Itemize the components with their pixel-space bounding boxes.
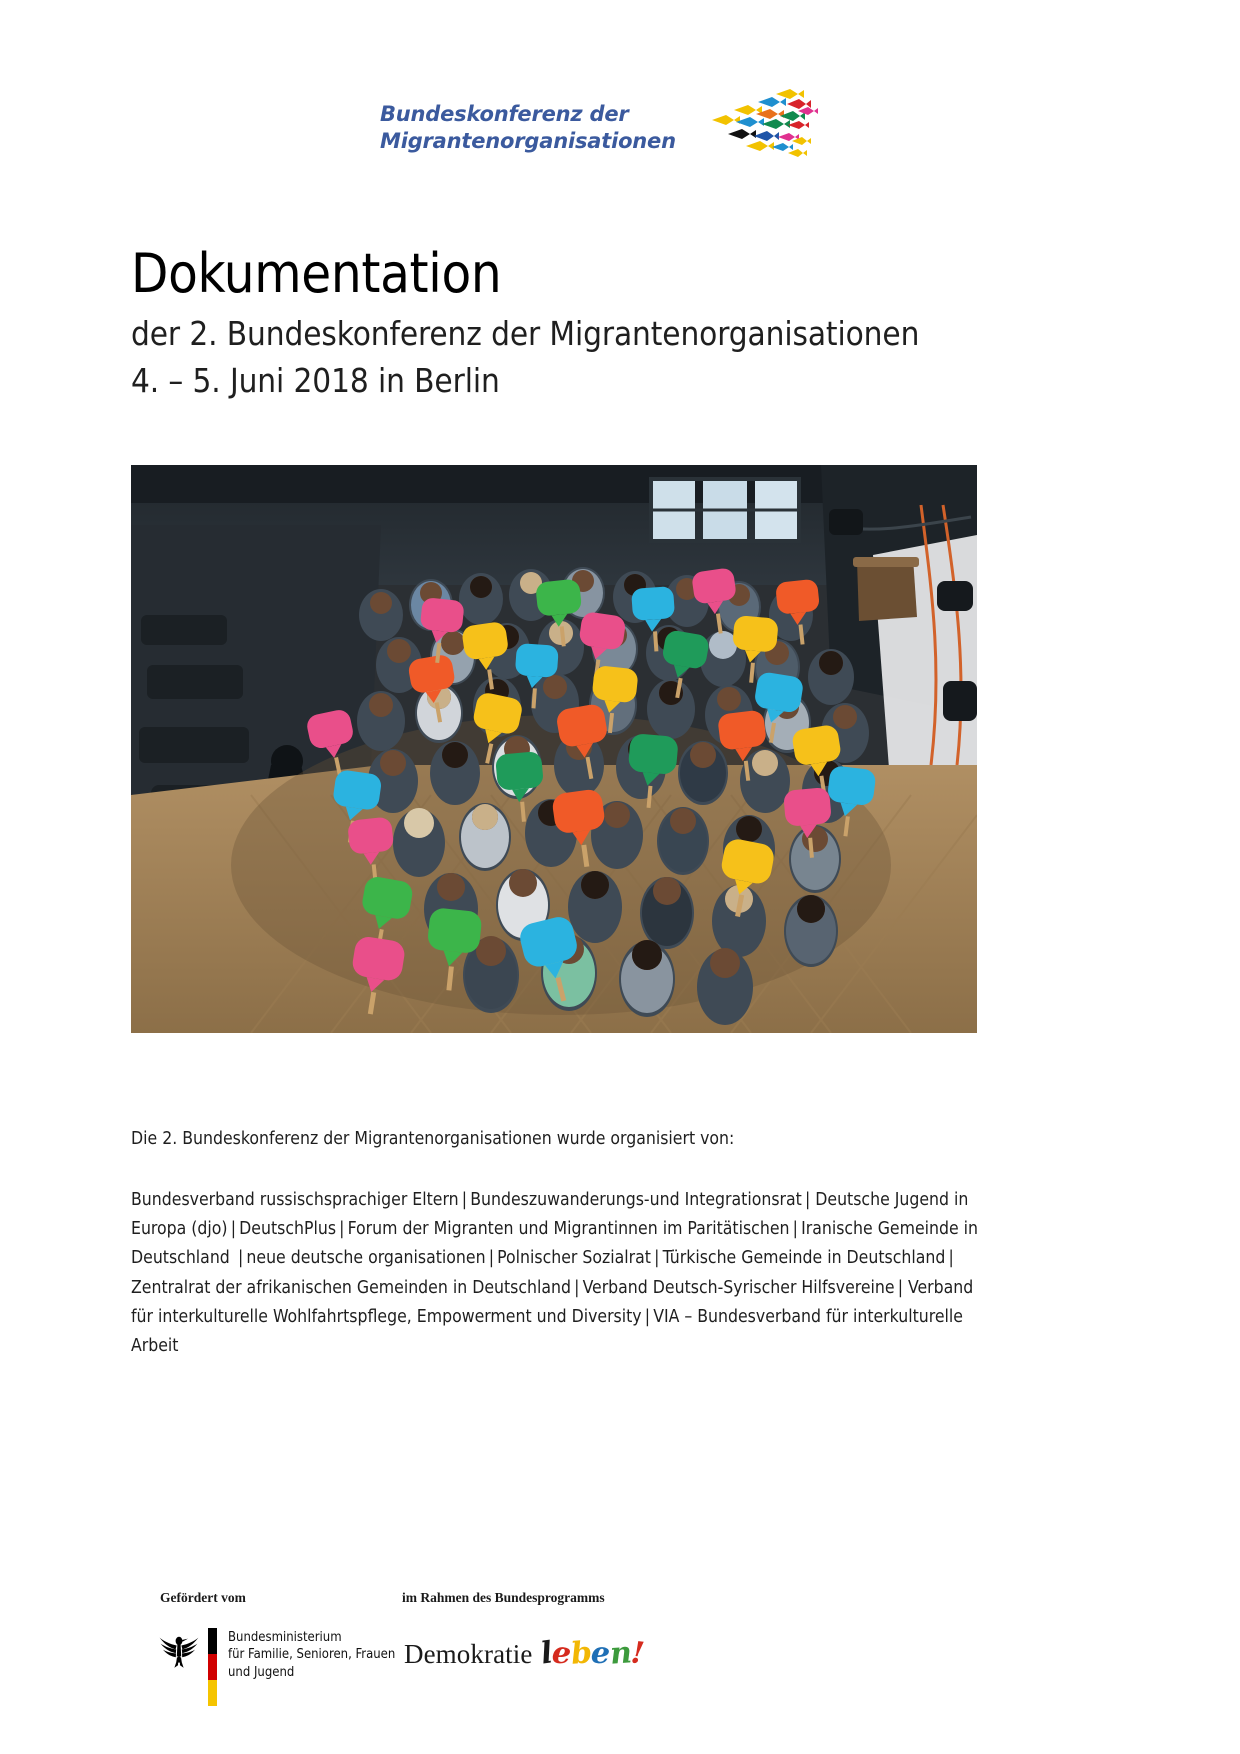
bmfsfj-line-3: und Jugend — [228, 1664, 295, 1680]
conference-logo — [380, 88, 740, 168]
organiser-list: Bundesverband russischsprachiger Eltern | Bundeszuwanderungs-und Integrationsrat | Deutsche Jugend in Europa (djo) | DeutschPlus | Forum der Migranten und Migrantinnen im Paritätischen | Iranische Gemeinde in Deutschland | neue deutsche organisationen | Polnischer Sozialrat | Türkische Gemeinde in Deutschland | Zentralrat der afrikanischen Gemeinden in Deutschland | Verband Deutsch-Syrischer Hilfsvereine | Verband für interkulturelle Wohlfahrtspflege, Empowerment und Diversity | VIA – Bundesverband für interkulturelle Arbeit — [131, 1189, 979, 1357]
leben-letter-n: n — [608, 1635, 633, 1672]
page-subtitle-line-2: 4. – 5. Juni 2018 in Berlin — [131, 361, 500, 401]
leben-letter-l: l — [539, 1635, 555, 1672]
leben-word — [541, 1636, 644, 1671]
conference-logo-line-1: Bundeskonferenz der — [380, 102, 629, 127]
leben-letter-exclamation: ! — [629, 1635, 646, 1672]
title-block — [131, 242, 1091, 405]
funded-by-label: Gefördert vom — [160, 1590, 246, 1605]
leben-letter-e1: e — [551, 1635, 573, 1672]
page-subtitle-line-1: der 2. Bundeskonferenz der Migrantenorganisationen — [131, 314, 920, 354]
page-subtitle — [131, 311, 1091, 405]
conference-logo-wordmark — [380, 101, 676, 155]
demokratie-leben-logo — [404, 1636, 644, 1671]
demokratie-word: Demokratie — [404, 1639, 533, 1669]
programme-label: im Rahmen des Bundesprogramms — [402, 1590, 605, 1605]
organised-by-intro: Die 2. Bundeskonferenz der Migrantenorganisationen wurde organisiert von: — [131, 1128, 735, 1149]
conference-logo-line-2: Migrantenorganisationen — [380, 129, 676, 153]
leben-letter-b: b — [569, 1635, 593, 1672]
fish-swarm-arrow-icon — [688, 85, 818, 166]
footer — [0, 1540, 1240, 1740]
bmfsfj-ministry-name — [228, 1628, 395, 1681]
bmfsfj-ministry-logo — [158, 1628, 395, 1706]
page-title: Dokumentation — [131, 242, 502, 305]
leben-letter-e2: e — [590, 1635, 611, 1672]
bmfsfj-line-2: für Familie, Senioren, Frauen — [228, 1647, 396, 1663]
conference-group-photo — [131, 465, 977, 1033]
german-federal-eagle-icon — [158, 1628, 200, 1677]
group-photo-illustration — [131, 465, 977, 1033]
german-flag-bar-icon — [208, 1628, 217, 1706]
bmfsfj-line-1: Bundesministerium — [228, 1630, 342, 1645]
